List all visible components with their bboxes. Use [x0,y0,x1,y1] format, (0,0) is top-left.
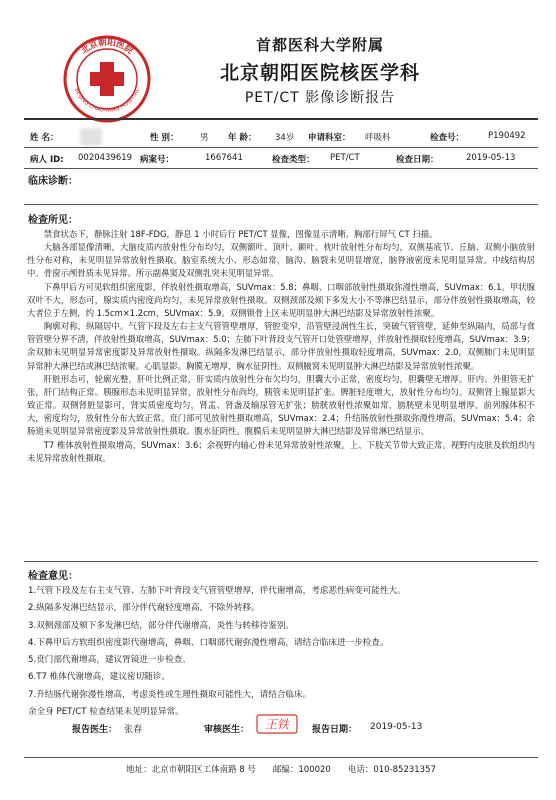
exam-no-value: P190492 [488,131,526,141]
findings-body [27,228,535,465]
findings-paragraph: 肝脏形态可，轮廓光整，肝叶比例正常，肝实质内放射性分布欠均匀，胆囊大小正常，密度均匀，胆囊壁无增厚。肝内、外胆管无扩张，肝门结构正常。胰腺形态未见明显异常，放射性分布尚均，胰管未见明显扩张。脾脏轻度增大，放射性分布均匀。双侧肾上腺显影大致正常。双侧肾脏显影可，肾实质密度均匀，肾盂、肾盏及输尿管无扩张；膀胱放射性浓聚如常，膀胱壁未见明显增厚。前列腺体积不大，密度均匀，放射性分布大致正常。贲门部可见放射性摄取增高，SUVmax：2.4；升结肠放射性摄取弥漫性增高，SUVmax：5.4；余肠道未见明显异常密度影及异常放射性摄取。腹水征阴性。腹膜后未见明显肿大淋巴结影及异常淋巴结显示。 [27,373,535,437]
reviewer-seal-signature [256,714,298,734]
findings-paragraph: 禁食状态下，静脉注射 18F-FDG，静息 1 小时后行 PET/CT 显像，图像显示清晰。胸部行屏气 CT 扫描。 [43,229,438,239]
dept-value: 呼吸科 [365,133,391,143]
findings-paragraph: 大脑各部显像清晰，大脑皮质内放射性分布均匀，双侧额叶、顶叶、颞叶、枕叶放射性分布均匀，双侧基底节、丘脑、双侧小脑放射性分布对称，未见明显异常放射性摄取。脑室系统大小、形态如常，脑沟、脑裂未见明显增宽，脑脊液密度未见明显异常。中线结构居中。骨窗示颅骨质未见异常。所示副鼻窦及双侧乳突未见明显异常。 [27,242,535,279]
header-divider [24,118,538,120]
conclusions-list [28,583,536,721]
footer-address: 地址：北京市朝阳区工体南路 8 号 邮编：100020 电话：010-85231357 [126,765,436,775]
footer-divider [24,757,538,758]
hospital-name-line1: 首都医科大学附属 [255,36,384,54]
exam-date-value: 2019-05-13 [466,153,516,163]
conclusion-item: 4.下鼻甲后方软组织密度影代谢增高，鼻咽、口咽部代谢弥漫性增高，请结合临床进一步检查。 [28,637,389,648]
row-divider [24,168,538,169]
findings-label: 检查所见： [28,215,78,226]
sex-label: 性 别： [150,133,179,143]
dept-label: 申请科室： [308,133,351,143]
age-label: 年 龄： [228,133,257,143]
patient-id-value: 0020439619 [78,153,133,163]
row-divider [24,147,538,148]
report-date-label: 报告日期： [312,725,358,735]
exam-type-label: 检查类型： [272,155,315,165]
conclusion-item: 7.升结肠代谢弥漫性增高，考虑炎性或生理性摄取可能性大，请结合临床。 [28,689,312,700]
conclusion-item: 2.纵隔多发淋巴结显示，部分伴代谢轻度增高，不除外转移。 [28,603,260,614]
conclusion-item: 6.T7 椎体代谢增高，建议密切随诊。 [28,672,170,683]
reporter-label: 报告医生： [72,725,118,735]
conclusion-item: 5.贲门部代谢增高，建议胃镜进一步检查。 [28,655,191,666]
age-value: 34岁 [275,133,295,143]
exam-date-label: 检查日期： [396,155,439,165]
svg-text:王铁: 王铁 [264,717,290,732]
hospital-name-line2: 北京朝阳医院核医学科 [219,62,420,84]
case-no-value: 1667641 [205,153,243,163]
name-label: 姓 名： [30,133,59,143]
report-date-value: 2019-05-13 [370,722,423,732]
exam-type-value: PET/CT [330,153,360,163]
exam-no-label: 检查号： [430,133,465,143]
patient-id-label: 病人 ID: [30,155,64,165]
report-title: PET/CT 影像诊断报告 [244,90,396,106]
reviewer-label: 审核医生： [204,725,250,735]
sex-value: 男 [200,133,209,143]
clinical-diagnosis-label: 临床诊断： [28,176,78,187]
section-divider [24,204,538,205]
findings-paragraph: T7 椎体放射性摄取增高，SUVmax：3.6；余视野内轴心骨未见异常放射性浓聚。上、下肢关节带大致正常。视野内皮肤及软组织内未见异常放射性摄取。 [27,439,535,463]
conclusion-item: 余全身 PET/CT 检查结果未见明显异常。 [28,707,184,718]
section-divider [24,561,538,562]
hospital-logo-icon [62,34,152,124]
case-no-label: 病案号： [140,155,175,165]
conclusions-label: 检查意见： [28,571,78,582]
svg-text:BEIJING CHAO-YANG HOSPITAL: BEIJING CHAO-YANG HOSPITAL [73,87,141,114]
findings-paragraph: 胸廓对称，纵隔居中。气管下段及左右主支气管管壁增厚，管腔变窄，沿管壁浸润性生长，突破气管管壁，延伸至纵隔内，局部与食管管壁分界不清，伴放射性摄取增高，SUVmax：5.0；左肺下叶背段支气管开口处管壁增厚，伴放射性摄取轻度增高，SUVmax：3.9；余双肺未见明显异常密度影及异常放射性摄取。纵隔多发淋巴结显示，部分伴放射性摄取轻度增高，SUVmax：2.0。双侧肺门未见明显异常肿大淋巴结或淋巴结浓聚。心肌显影。胸膜无增厚，胸水征阴性。双侧腋窝未见明显肿大淋巴结影及异常放射性浓聚。 [27,321,535,371]
conclusion-item: 3.双侧颈部及颏下多发淋巴结，部分伴代谢增高，炎性与转移待鉴别。 [28,620,295,631]
name-redacted [80,128,102,146]
findings-paragraph: 下鼻甲后方可见软组织密度影，伴放射性摄取增高，SUVmax：5.8；鼻咽、口咽部放射性摄取弥漫性增高，SUVmax：6.1。甲状腺双叶不大，形态可，腺实质内密度尚均匀，未见异常放射性摄取。双侧颈部及颏下多发大小不等淋巴结显示，部分伴放射性摄取增高，较大者位于左侧，约 1.5cm×1.2cm，SUVmax：5.9。双侧锁骨上区未见明显肿大淋巴结影及异常放射性浓聚。 [27,281,535,318]
svg-text:北京朝阳医院: 北京朝阳医院 [79,37,135,57]
reporter-name: 张春 [124,725,143,735]
conclusion-item: 1.气管下段及左右主支气管、左肺下叶背段支气管管壁增厚，伴代谢增高，考虑恶性病变可能性大。 [28,586,406,596]
